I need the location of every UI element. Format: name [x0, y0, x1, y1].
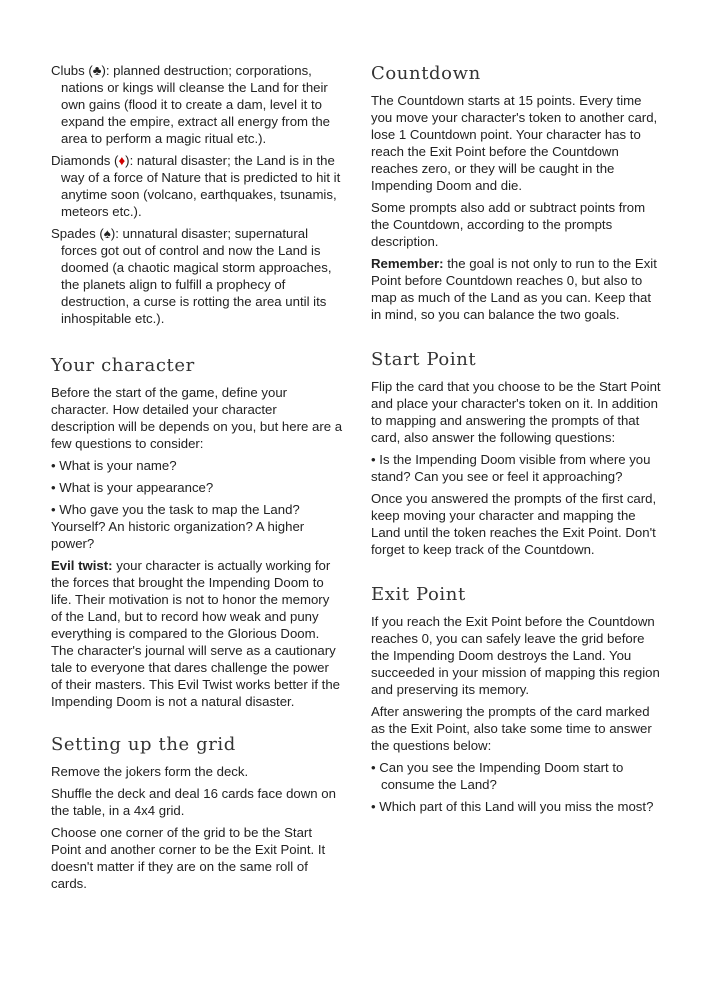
clubs-text: planned destruction; corporations, nations or kings will cleanse the Land for their own gains (flood it to create a dam, level it to expand the empire, extract all energy from the area to perform a magic ritual etc.). [61, 63, 331, 146]
start-point-p1: Flip the card that you choose to be the Start Point and place your character's token on it. In addition to mapping and answering the prompts of that card, also answer the following questions: [371, 379, 661, 445]
exit-question-1: • Can you see the Impending Doom start to consume the Land? [371, 760, 624, 792]
evil-twist-text: your character is actually working for the forces that brought the Impending Doom to life. Their motivation is not to honor the memory of the Land, but to record how weak and puny everything is compared to the Glorious Doom. The character's journal will serve as a cautionary tale to everyone that dares challenge the power of their masters. This Evil Twist works better if the Impending Doom is not a natural disaster. [51, 558, 340, 709]
diamonds-entry: Diamonds (♦): natural disaster; the Land is in the way of a force of Nature that is predicted to hit it anytime soon (volcano, earthquakes, tsunamis, meteors etc.). [51, 153, 341, 219]
clubs-entry: Clubs (♣): planned destruction; corporations, nations or kings will cleanse the Land for their own gains (flood it to create a dam, level it to expand the empire, extract all energy from the area to perform a magic ritual etc.). [51, 63, 331, 146]
clubs-label: Clubs [51, 63, 85, 78]
your-character-intro: Before the start of the game, define your character. How detailed your character description will be depends on you, but here are a few questions to consider: [51, 385, 343, 451]
evil-twist-label: Evil twist: [51, 558, 113, 573]
grid-step-3: Choose one corner of the grid to be the Start Point and another corner to be the Exit Point. It doesn't matter if they are on the same roll of cards. [51, 825, 326, 891]
spades-text: unnatural disaster; supernatural forces got out of control and now the Land is doomed (a chaotic magical storm approaches, the planets align to fulfill a prophecy of destruction, a curse is rotting the area until its inhospitable etc.). [61, 226, 332, 326]
countdown-p1: The Countdown starts at 15 points. Every time you move your character's token to another card, lose 1 Countdown point. Your character has to reach the Exit Point before the Countdown reaches zero, or they will be caught in the Impending Doom and die. [371, 93, 658, 193]
question-name: • What is your name? [51, 458, 177, 473]
exit-point-heading: Exit Point [371, 584, 466, 605]
start-point-p2: Once you answered the prompts of the first card, keep moving your character and mapping the Land until the token reaches the Exit Point. Don't forget to keep track of the Countdown. [371, 491, 657, 557]
exit-point-p2: After answering the prompts of the card marked as the Exit Point, also take some time to answer the questions below: [371, 704, 652, 753]
diamonds-text: natural disaster; the Land is in the way of a force of Nature that is predicted to hit it anytime soon (volcano, earthquakes, tsunamis, meteors etc.). [61, 153, 341, 219]
question-task: • Who gave you the task to map the Land? Yourself? An historic organization? A higher power? [51, 502, 305, 551]
diamonds-label: Diamonds [51, 153, 111, 168]
evil-twist-paragraph [51, 557, 343, 710]
spades-icon: ♠ [103, 226, 111, 241]
start-point-question: • Is the Impending Doom visible from where you stand? Can you see or feel it approaching? [371, 452, 651, 484]
spades-label: Spades [51, 226, 96, 241]
exit-question-2: • Which part of this Land will you miss the most? [371, 799, 654, 814]
countdown-heading: Countdown [371, 63, 481, 84]
exit-point-p1: If you reach the Exit Point before the Countdown reaches 0, you can safely leave the grid before the Impending Doom destroys the Land. You succeeded in your mission of mapping this region and preserving its memory. [371, 614, 660, 697]
grid-step-2: Shuffle the deck and deal 16 cards face down on the table, in a 4x4 grid. [51, 786, 336, 818]
start-point-heading: Start Point [371, 349, 477, 370]
remember-paragraph [371, 255, 661, 323]
countdown-p2: Some prompts also add or subtract points from the Countdown, according to the prompts description. [371, 200, 646, 249]
left-column [51, 62, 343, 897]
remember-label: Remember: [371, 256, 444, 271]
your-character-heading: Your character [51, 355, 195, 376]
question-appearance: • What is your appearance? [51, 480, 214, 495]
diamonds-icon: ♦ [118, 153, 126, 168]
right-column [371, 62, 661, 820]
clubs-icon: ♣ [92, 63, 102, 78]
spades-entry: Spades (♠): unnatural disaster; supernatural forces got out of control and now the Land is doomed (a chaotic magical storm approaches, the planets align to fulfill a prophecy of destruction, a curse is rotting the area until its inhospitable etc.). [51, 226, 332, 326]
setting-up-grid-heading: Setting up the grid [51, 734, 236, 755]
remember-text: the goal is not only to run to the Exit Point before Countdown reaches 0, but also to map as much of the Land as you can. Keep that in mind, so you can balance the two goals. [371, 256, 657, 322]
grid-step-1: Remove the jokers form the deck. [51, 764, 249, 779]
